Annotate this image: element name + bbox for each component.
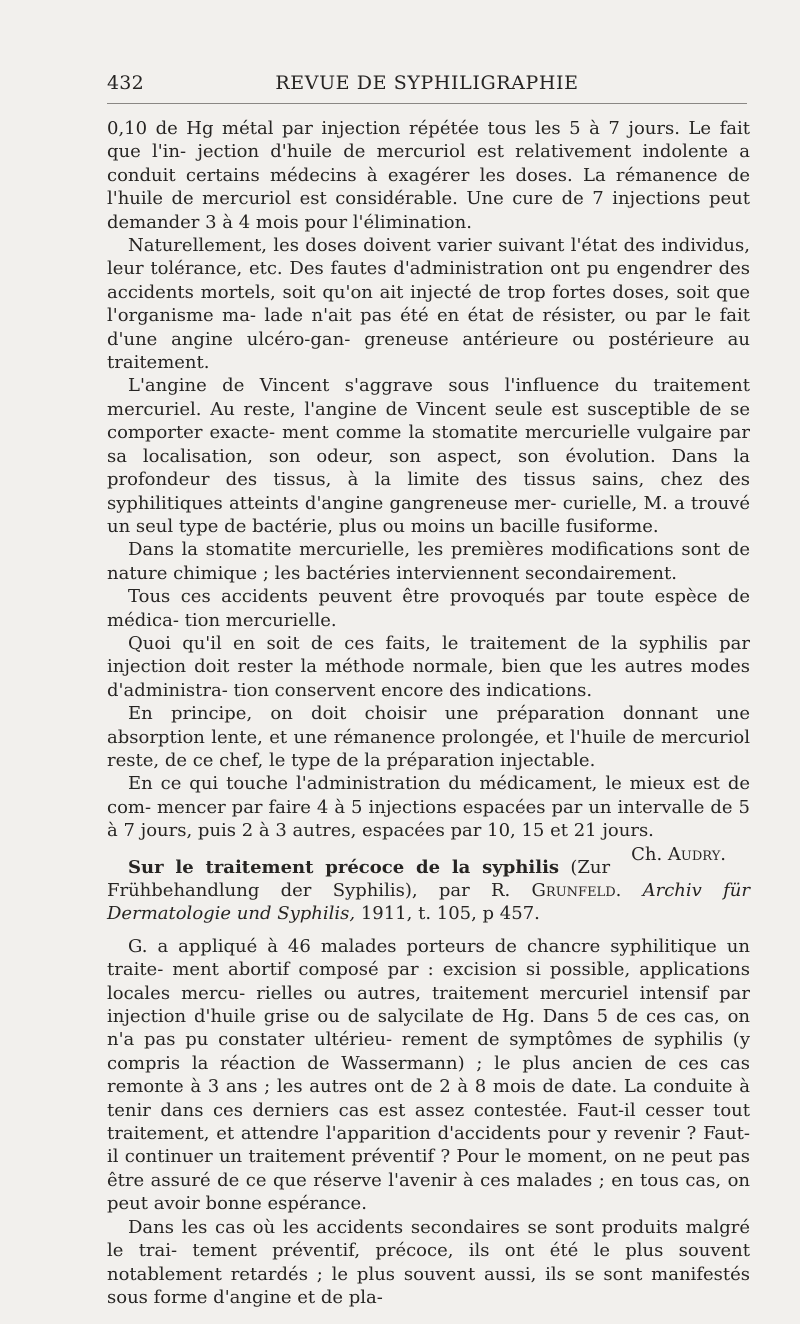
article-original-title: (Zur Frühbehandlung der Syphilis), par: [107, 856, 611, 901]
article-citation: 1911, t. 105, p 457.: [360, 903, 540, 925]
paragraph: En ce qui touche l'administration du médicament, le mieux est de com- mencer par faire 4 à 5 injections espacées par un intervalle de 5 à 7 jours, puis 2 à 3 autres, espacées par 10, 15 et 21 jours.: [107, 773, 750, 842]
page-number: 432: [107, 72, 144, 94]
paragraph: En principe, on doit choisir une préparation donnant une absorption lente, et une rémanence prolongée, et l'huile de mercuriol reste, de ce chef, le type de la préparation injectable.: [107, 703, 750, 771]
paragraph: Dans la stomatite mercurielle, les premières modifications sont de nature chimique ; les bactéries interviennent secondairement.: [107, 539, 750, 584]
article-author: Grunfeld.: [531, 880, 622, 901]
paragraph: Naturellement, les doses doivent varier suivant l'état des individus, leur tolérance, etc. Des fautes d'administration ont pu engendrer des accidents mortels, soit qu'on ait injecté de trop fortes doses, soit que l'organisme ma- lade n'ait pas été en état de résister, ou par le fait d'une angine ulcéro-gan- greneuse antérieure ou postérieure au traitement.: [107, 235, 750, 374]
signature: [610, 843, 726, 866]
paragraph: 0,10 de Hg métal par injection répétée tous les 5 à 7 jours. Le fait que l'in- jection d'huile de mercuriol est relativement indolente a conduit certains médecins à exagérer les doses. La rémanence de l'huile de mercuriol est considérable. Une cure de 7 injections peut demander 3 à 4 mois pour l'élimination.: [107, 118, 750, 233]
article-author-initial: R.: [490, 880, 511, 901]
paragraph: G. a appliqué à 46 malades porteurs de chancre syphilitique un traite- ment abortif composé par : excision si possible, applications locales mercu- rielles ou autres, traitement mercuriel intensif par injection d'huile grise ou de salycilate de Hg. Dans 5 de ces cas, on n'a pas pu constater ultérieu- rement de symptômes de syphilis (y compris la réaction de Wassermann) ; le plus ancien de ces cas remonte à 3 ans ; les autres ont de 2 à 8 mois de date. La conduite à tenir dans ces derniers cas est assez contestée. Faut-il cesser tout traitement, et attendre l'apparition d'accidents pour y revenir ? Faut-il continuer un traitement préventif ? Pour le moment, on ne peut pas être assuré de ce que réserve l'avenir à ces malades ; en tous cas, on peut avoir bonne espérance.: [107, 935, 750, 1215]
paragraph: Tous ces accidents peuvent être provoqués par toute espèce de médica- tion mercurielle.: [107, 586, 750, 631]
body-text: [107, 117, 750, 1309]
paragraph: Quoi qu'il en soit de ces faits, le traitement de la syphilis par injection doit rester la méthode normale, bien que les autres modes d'administra- tion conservent encore des indications.: [107, 632, 750, 701]
signature-name: Audry.: [667, 843, 726, 865]
article-heading: [107, 856, 750, 926]
paragraph: Dans les cas où les accidents secondaires se sont produits malgré le trai- tement préventif, précoce, ils ont été le plus souvent notablement retardés ; le plus souvent aussi, ils se sont manifestés sous forme d'angine et de pla-: [107, 1216, 750, 1308]
signature-initials: Ch.: [631, 843, 663, 865]
running-header: [107, 72, 747, 98]
article-title: Sur le traitement précoce de la syphilis: [128, 856, 560, 878]
paragraph: L'angine de Vincent s'aggrave sous l'influence du traitement mercuriel. Au reste, l'angine de Vincent seule est susceptible de se comporter exacte- ment comme la stomatite mercurielle vulgaire par sa localisation, son odeur, son aspect, son évolution. Dans la profondeur des tissus, à la limite des tissus sains, chez des syphilitiques atteints d'angine gangreneuse mer- curielle, M. a trouvé un seul type de bactérie, plus ou moins un bacille fusiforme.: [107, 375, 750, 537]
article-journal: Archiv für Dermatologie und Syphilis,: [107, 880, 750, 925]
header-rule: [107, 103, 747, 104]
paragraph-with-signature: [107, 772, 750, 865]
running-title: REVUE DE SYPHILIGRAPHIE: [275, 72, 579, 94]
